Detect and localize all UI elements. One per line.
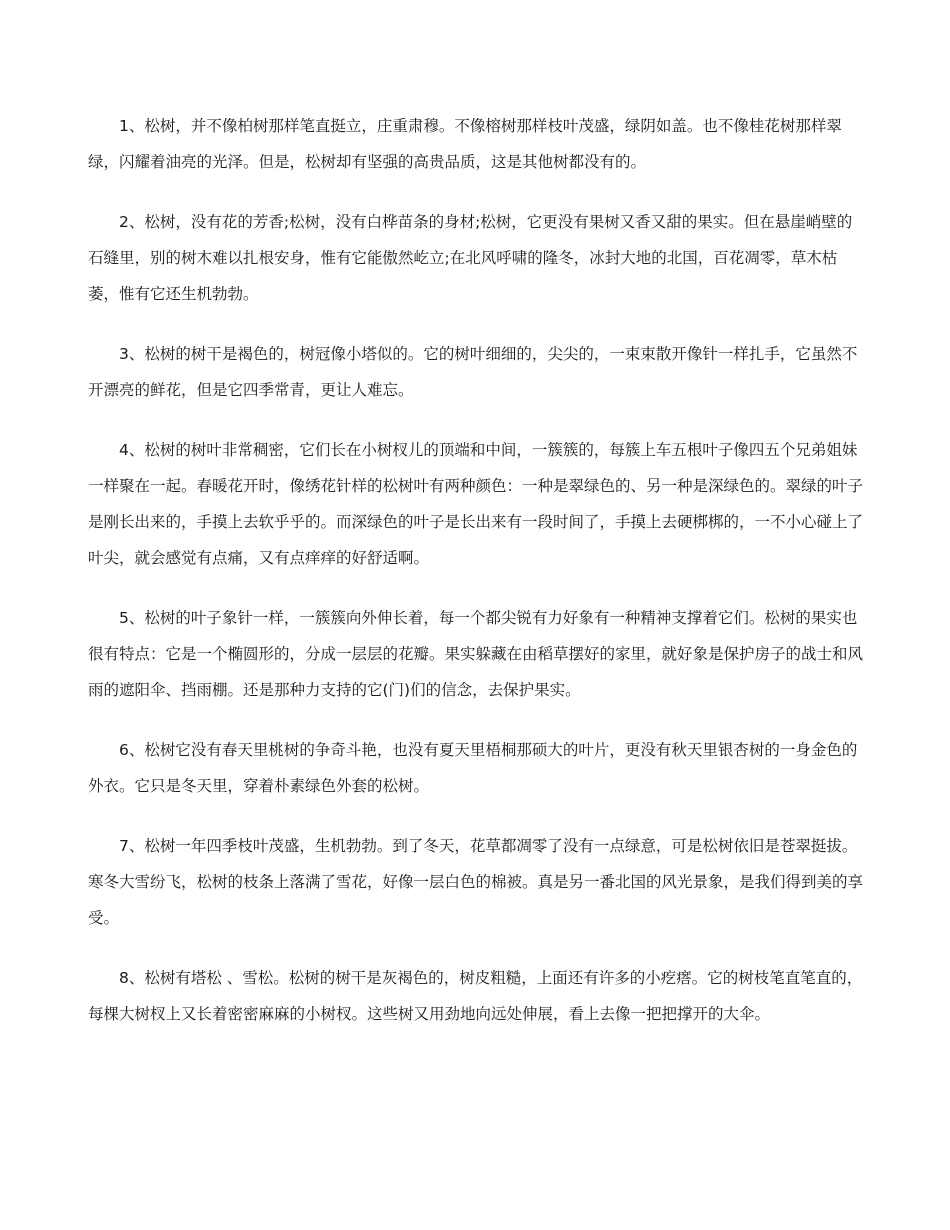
paragraph-6: 6、松树它没有春天里桃树的争奇斗艳，也没有夏天里梧桐那硕大的叶片，更没有秋天里银杏树的一身金色的外衣。它只是冬天里，穿着朴素绿色外套的松树。 — [88, 741, 858, 795]
paragraph-4: 4、松树的树叶非常稠密，它们长在小树杈儿的顶端和中间，一簇簇的，每簇上车五根叶子像四五个兄弟姐妹一样聚在一起。春暖花开时，像绣花针样的松树叶有两种颜色：一种是翠绿色的、另一种是深绿色的。翠绿的叶子是刚长出来的，手摸上去软乎乎的。而深绿色的叶子是长出来有一段时间了，手摸上去硬梆梆的，一不小心碰上了叶尖，就会感觉有点痛，又有点痒痒的好舒适啊。 — [88, 441, 864, 567]
paragraph-1: 1、松树，并不像柏树那样笔直挺立，庄重肃穆。不像榕树那样枝叶茂盛，绿阴如盖。也不像桂花树那样翠绿，闪耀着油亮的光泽。但是，松树却有坚强的高贵品质，这是其他树都没有的。 — [88, 117, 842, 171]
paragraph-3: 3、松树的树干是褐色的，树冠像小塔似的。它的树叶细细的，尖尖的，一束束散开像针一样扎手，它虽然不开漂亮的鲜花，但是它四季常青，更让人难忘。 — [88, 345, 858, 399]
document-body — [88, 108, 866, 1056]
paragraph-2: 2、松树，没有花的芳香;松树，没有白桦苗条的身材;松树，它更没有果树又香又甜的果实。但在悬崖峭壁的石缝里，别的树木难以扎根安身，惟有它能傲然屹立;在北风呼啸的隆冬，冰封大地的北国，百花凋零，草木枯萎，惟有它还生机勃勃。 — [88, 213, 853, 303]
paragraph-7: 7、松树一年四季枝叶茂盛，生机勃勃。到了冬天，花草都凋零了没有一点绿意，可是松树依旧是苍翠挺拔。寒冬大雪纷飞，松树的枝条上落满了雪花，好像一层白色的棉被。真是另一番北国的风光景象，是我们得到美的享受。 — [88, 837, 864, 927]
paragraph-5: 5、松树的叶子象针一样，一簇簇向外伸长着，每一个都尖锐有力好象有一种精神支撑着它们。松树的果实也很有特点：它是一个椭圆形的，分成一层层的花瓣。果实躲藏在由稻草摆好的家里，就好象是保护房子的战士和风雨的遮阳伞、挡雨棚。还是那种力支持的它(门)们的信念，去保护果实。 — [88, 609, 864, 699]
paragraph-8: 8、松树有塔松 、雪松。松树的树干是灰褐色的，树皮粗糙，上面还有许多的小疙瘩。它的树枝笔直笔直的，每棵大树杈上又长着密密麻麻的小树杈。这些树又用劲地向远处伸展，看上去像一把把撑开的大伞。 — [88, 969, 863, 1023]
